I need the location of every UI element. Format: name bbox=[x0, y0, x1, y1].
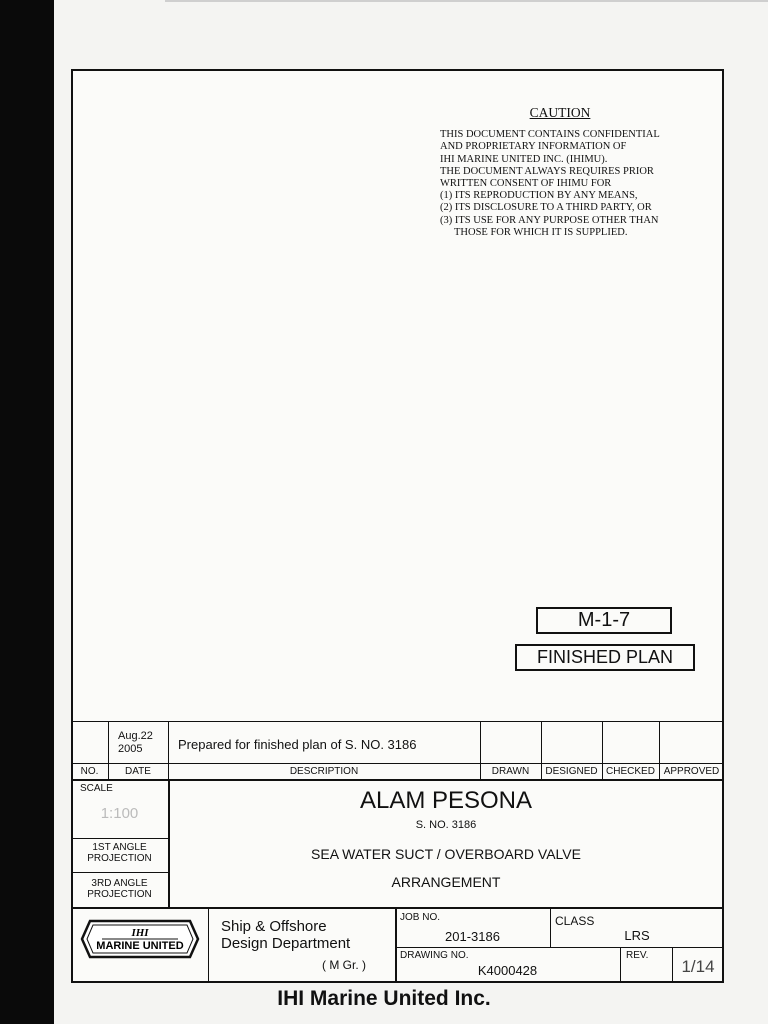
caution-title: CAUTION bbox=[529, 105, 591, 120]
header-description: DESCRIPTION bbox=[289, 766, 359, 777]
caution-line: WRITTEN CONSENT OF IHIMU FOR bbox=[440, 178, 612, 190]
class-label: CLASS bbox=[555, 914, 595, 928]
scale-value: 1:100 bbox=[100, 805, 139, 822]
projection-rule bbox=[71, 872, 168, 873]
logo-text-top: IHI bbox=[131, 927, 149, 939]
department-line1: Ship & Offshore bbox=[221, 918, 327, 935]
header-approved: APPROVED bbox=[663, 766, 720, 777]
header-no: NO. bbox=[80, 766, 99, 777]
class-value: LRS bbox=[624, 928, 650, 943]
finished-plan-stamp: FINISHED PLAN bbox=[515, 644, 695, 671]
rev-label: REV. bbox=[626, 950, 649, 961]
ship-name: ALAM PESONA bbox=[359, 787, 533, 814]
drawing-no-value: K4000428 bbox=[477, 963, 538, 978]
header-drawn: DRAWN bbox=[491, 766, 530, 777]
caution-line: THE DOCUMENT ALWAYS REQUIRES PRIOR bbox=[440, 165, 654, 177]
logo-text-bottom: MARINE UNITED bbox=[96, 940, 184, 952]
caution-line: (1) ITS REPRODUCTION BY ANY MEANS, bbox=[440, 190, 638, 202]
department-line2: Design Department bbox=[221, 935, 351, 952]
header-checked: CHECKED bbox=[606, 766, 655, 777]
revision-description: Prepared for finished plan of S. NO. 3186 bbox=[178, 737, 417, 752]
scan-top-line bbox=[165, 0, 768, 2]
third-angle-label: PROJECTION bbox=[87, 889, 152, 900]
ihi-marine-united-logo bbox=[80, 917, 200, 961]
first-angle-label: PROJECTION bbox=[87, 853, 152, 864]
caution-line: IHI MARINE UNITED INC. (IHIMU). bbox=[440, 153, 608, 165]
caution-line: (2) ITS DISCLOSURE TO A THIRD PARTY, OR bbox=[440, 202, 652, 214]
footer-top-rule bbox=[71, 907, 724, 909]
caution-line: THOSE FOR WHICH IT IS SUPPLIED. bbox=[454, 226, 628, 238]
scale-label: SCALE bbox=[80, 783, 113, 794]
department-group: ( M Gr. ) bbox=[322, 958, 366, 972]
job-no-label: JOB NO. bbox=[400, 912, 441, 923]
revision-date-line2: 2005 bbox=[118, 743, 143, 755]
first-angle-label: 1ST ANGLE bbox=[92, 842, 147, 853]
scale-rule bbox=[71, 838, 168, 839]
caution-line: (3) ITS USE FOR ANY PURPOSE OTHER THAN bbox=[440, 214, 659, 226]
rev-divider bbox=[620, 947, 621, 983]
sheet-number: 1/14 bbox=[681, 957, 715, 976]
revision-date-line1: Aug.22 bbox=[118, 730, 153, 742]
caution-line: THIS DOCUMENT CONTAINS CONFIDENTIAL bbox=[440, 129, 660, 141]
job-no-value: 201-3186 bbox=[445, 929, 500, 944]
drawing-ref-stamp: M-1-7 bbox=[536, 607, 672, 634]
caution-notice bbox=[440, 107, 730, 239]
drawing-title-line2: ARRANGEMENT bbox=[391, 874, 501, 890]
scan-edge-bar bbox=[0, 0, 54, 1024]
job-drawing-rule bbox=[395, 947, 724, 948]
drawing-no-label: DRAWING NO. bbox=[400, 950, 469, 961]
header-date: DATE bbox=[125, 766, 151, 777]
logo-divider bbox=[208, 907, 209, 983]
serial-number: S. NO. 3186 bbox=[415, 819, 477, 831]
third-angle-label: 3RD ANGLE bbox=[91, 878, 148, 889]
company-name: IHI Marine United Inc. bbox=[277, 987, 491, 1010]
drawing-title-line1: SEA WATER SUCT / OVERBOARD VALVE bbox=[311, 846, 581, 862]
caution-line: AND PROPRIETARY INFORMATION OF bbox=[440, 141, 627, 153]
header-designed: DESIGNED bbox=[545, 766, 598, 777]
